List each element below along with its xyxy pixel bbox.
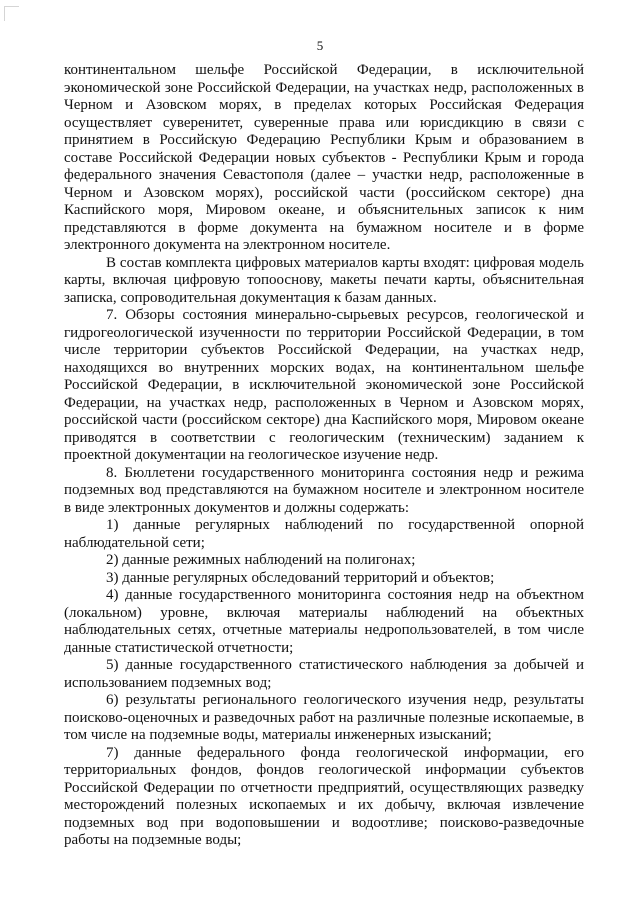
list-item-1: 1) данные регулярных наблюдений по государственной опорной наблюдательной сети; xyxy=(64,517,584,551)
list-item-6: 6) результаты регионального геологического изучения недр, результаты поисково-оценочных и разведочных работ на различные полезные ископаемые, в том числе на подземные воды, материалы инженерных изысканий; xyxy=(64,692,584,743)
list-item-4: 4) данные государственного мониторинга состояния недр на объектном (локальном) уровне, включая материалы наблюдений на объектных наблюдательных сетях, отчетные материалы недропользователей, в том числе данные статистической отчетности; xyxy=(64,587,584,656)
page-number: 5 xyxy=(316,38,324,53)
scan-corner-mark xyxy=(4,6,19,21)
paragraph-item-8: 8. Бюллетени государственного мониторинга состояния недр и режима подземных вод представляются на бумажном носителе и электронном носителе в виде электронных документов и должны содержать: xyxy=(64,464,584,516)
paragraph-digital-materials: В состав комплекта цифровых материалов карты входят: цифровая модель карты, включая цифровую топооснову, макеты печати карты, объяснительная записка, сопроводительная документация к базам данных. xyxy=(64,254,584,306)
paragraph-item-7: 7. Обзоры состояния минерально-сырьевых ресурсов, геологической и гидрогеологической изученности по территории Российской Федерации, в том числе территории субъектов Российской Федерации, на участках недр, находящихся во внутренних морских водах, на континентальном шельфе Российской Федерации, в исключительной экономической зоне Российской Федерации, на участках недр, расположенных в Черном и Азовском морях, российской части (российском секторе) дна Каспийского моря, Мировом океане приводятся в соответствии с геологическим (техническим) заданием к проектной документации на геологическое изучение недр. xyxy=(64,307,584,463)
paragraph-continuation: континентальном шельфе Российской Федерации, в исключительной экономической зоне Российской Федерации, на участках недр, расположенных в Черном и Азовском морях, в пределах которых Российская Федерация осуществляет суверенитет, суверенные права или юрисдикцию в связи с принятием в Российскую Федерацию Республики Крым и образованием в составе Российской Федерации новых субъектов - Республики Крым и города федерального значения Севастополя (далее – участки недр, расположенные в Черном и Азовском морях), российской части (российском секторе) дна Каспийского моря, Мировом океане, и объяснительных записок к ним представляются в форме документа на бумажном носителе и в форме электронного документа на электронном носителе. xyxy=(64,62,584,253)
list-item-7: 7) данные федерального фонда геологической информации, его территориальных фондов, фондов геологической информации субъектов Российской Федерации по отчетности предприятий, осуществляющих разведку месторождений полезных ископаемых и их добычу, включая извлечение подземных вод при водоповышении и водоотливе; поисково-разведочные работы на подземные воды; xyxy=(64,744,584,848)
list-item-3: 3) данные регулярных обследований территорий и объектов; xyxy=(106,569,495,586)
list-item-2: 2) данные режимных наблюдений на полигонах; xyxy=(106,552,416,568)
document-body xyxy=(64,62,584,850)
list-item-5: 5) данные государственного статистического наблюдения за добычей и использованием подземных вод; xyxy=(64,657,584,691)
